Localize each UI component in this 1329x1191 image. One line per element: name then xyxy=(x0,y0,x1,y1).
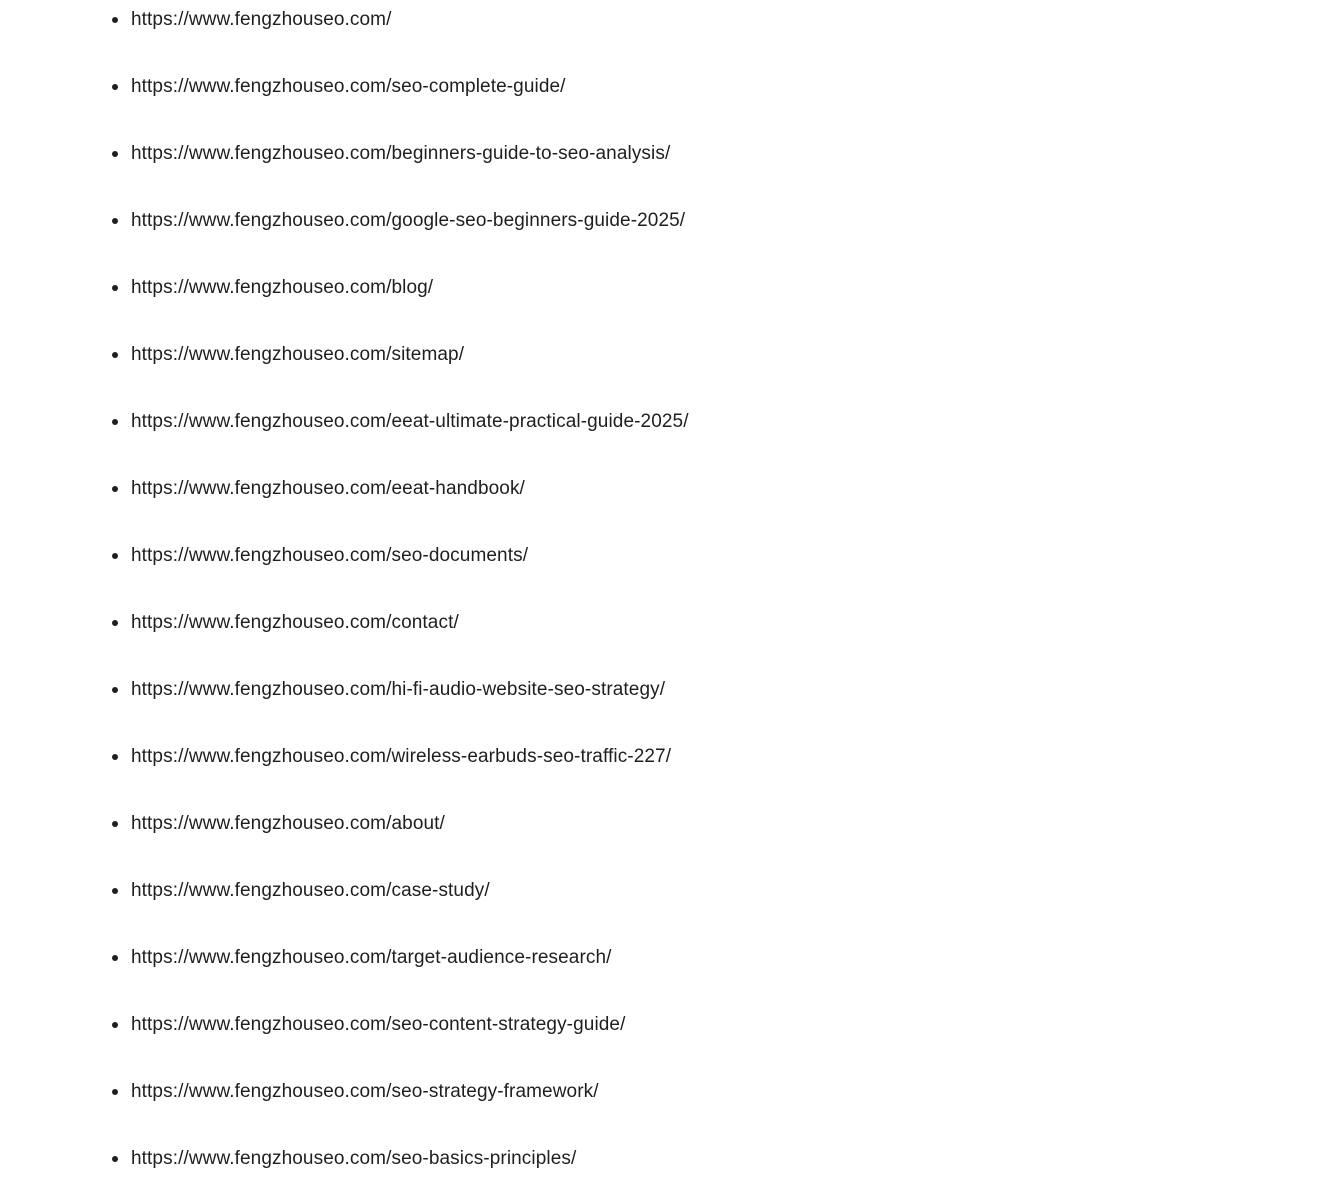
url-list-item xyxy=(131,343,1329,367)
url-list-item xyxy=(131,1013,1329,1037)
url-list-item xyxy=(131,1147,1329,1171)
url-text: https://www.fengzhouseo.com/seo-basics-principles/ xyxy=(131,1148,577,1169)
url-list-item xyxy=(131,1080,1329,1104)
url-text: https://www.fengzhouseo.com/eeat-handbook/ xyxy=(131,478,525,499)
url-text: https://www.fengzhouseo.com/seo-documents/ xyxy=(131,545,529,566)
url-list-item xyxy=(131,276,1329,300)
url-list-item xyxy=(131,879,1329,903)
url-list-item xyxy=(131,678,1329,702)
url-text: https://www.fengzhouseo.com/target-audience-research/ xyxy=(131,947,612,968)
url-text: https://www.fengzhouseo.com/seo-content-strategy-guide/ xyxy=(131,1014,626,1035)
url-text: https://www.fengzhouseo.com/seo-complete-guide/ xyxy=(131,76,566,97)
url-list-item xyxy=(131,410,1329,434)
url-text: https://www.fengzhouseo.com/blog/ xyxy=(131,277,434,298)
url-text: https://www.fengzhouseo.com/beginners-guide-to-seo-analysis/ xyxy=(131,143,671,164)
url-list-item xyxy=(131,8,1329,32)
url-text: https://www.fengzhouseo.com/wireless-earbuds-seo-traffic-227/ xyxy=(131,746,672,767)
url-list-item xyxy=(131,745,1329,769)
url-list-item xyxy=(131,946,1329,970)
url-list-item xyxy=(131,75,1329,99)
url-text: https://www.fengzhouseo.com/google-seo-beginners-guide-2025/ xyxy=(131,210,686,231)
url-text: https://www.fengzhouseo.com/hi-fi-audio-website-seo-strategy/ xyxy=(131,679,666,700)
url-list-item xyxy=(131,142,1329,166)
url-text: https://www.fengzhouseo.com/about/ xyxy=(131,813,445,834)
url-text: https://www.fengzhouseo.com/seo-strategy-framework/ xyxy=(131,1081,599,1102)
url-text: https://www.fengzhouseo.com/case-study/ xyxy=(131,880,490,901)
url-list-item xyxy=(131,544,1329,568)
url-text: https://www.fengzhouseo.com/contact/ xyxy=(131,612,459,633)
url-text: https://www.fengzhouseo.com/ xyxy=(131,9,392,30)
url-text: https://www.fengzhouseo.com/sitemap/ xyxy=(131,344,465,365)
url-text: https://www.fengzhouseo.com/eeat-ultimate-practical-guide-2025/ xyxy=(131,411,689,432)
url-list-item xyxy=(131,477,1329,501)
url-list-item xyxy=(131,209,1329,233)
url-list-item xyxy=(131,812,1329,836)
url-list-item xyxy=(131,611,1329,635)
